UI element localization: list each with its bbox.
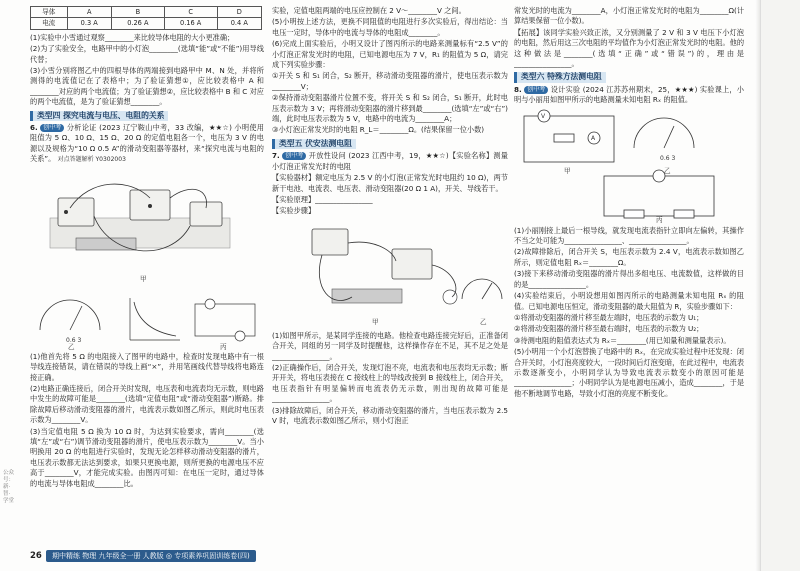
question-7-extension: 【拓展】该同学实验兴致正浓，又分别测量了 2 V 和 3 V 电压下小灯泡的电阻，然后用这三次电阻的平均值作为小灯泡正常发光时的电阻。他的这种做法是________(选填“正确”或“错误”)的，理由是________________。 — [514, 27, 744, 69]
question-8-step-1: ①将滑动变阻器的滑片移至最左端时，电压表的示数为 U₁； — [514, 312, 704, 322]
figure-label-yi: 乙 — [664, 166, 671, 175]
figure-circuit-diagrams — [514, 108, 744, 224]
circuit-equipment-illustration — [30, 168, 264, 288]
column-middle — [272, 6, 508, 546]
table-cell: 0.16 A — [164, 18, 217, 29]
section-heading-5: 类型五 伏安法测电阻 — [272, 139, 356, 149]
figure-label-jia: 甲 — [372, 317, 379, 326]
question-5-part-2: (2)为了实验安全，电路甲中的小灯泡________(选填“能”或“不能”)用导线代替； — [30, 44, 264, 64]
question-note: 对点答题解析 Y0302003 — [57, 156, 126, 164]
question-7-part-1: (1)如图甲所示，是某同学连接的电路。他检查电路连接完好后，正准备闭合开关，同组的另一同学及时提醒他，这样操作存在不足，其不足之处是________________。 — [272, 330, 508, 361]
question-7-stem: 开放性设问 (2023 江西中考，19，★★☆)【实验名称】测量小灯泡正常发光时的电阻 — [272, 151, 508, 171]
question-6-stem: 分析论证 (2023 辽宁鞍山中考，33 改编，★★☆) 小明使用阻值为 5 Ω、10 Ω、15 Ω、20 Ω 的定值电阻各一个，电压为 3 V 的电源以及规格为“10 Ω 0.5 A”的滑动变阻器等器材，来“探究电流与电阻的关系”。 — [30, 123, 264, 164]
question-6-part-4: 实验，定值电阻两端的电压应控制在 2 V～________V 之间。 — [272, 6, 466, 15]
question-6-part-1: (1)他首先将 5 Ω 的电阻接入了图甲的电路中，检查时发现电路中有一根导线连接错误，请在错误的导线上画“×”，并用笔画线代替导线将电路连接正确。 — [30, 351, 264, 382]
question-7-part-2: (2)正确操作后，闭合开关，发现灯泡不亮，电流表和电压表均无示数；断开开关，将电压表接在 C 接线柱上的导线改接到 B 接线柱上，闭合开关，电压表指针有明显偏转而电流表仍无示数，则出现的故障可能是________________。 — [272, 362, 508, 404]
figure-label-yi: 乙 — [68, 342, 75, 351]
question-8-stem: 设计实验 (2024 江苏苏州期末，25，★★★) 实验课上，小明与小丽用如图甲所示的电路测量未知电阻 Rₓ 的阻值。 — [514, 84, 744, 105]
question-5-part-1: (1)实验中小雪通过观察________来比较导体电阻的大小更准确； — [30, 32, 235, 42]
footer-banner: 期中精练 物理 九年级全一册 人教版 ◎ 专项素养巩固训练卷(四) — [46, 550, 256, 562]
current-table — [30, 6, 262, 30]
question-8-part-1: (1)小丽刚接上最后一根导线，就发现电流表指针立即向左偏转，其操作不当之处可能为________________、________________。 — [514, 225, 744, 246]
figure-circuit-photo — [30, 168, 264, 288]
column-left — [30, 6, 264, 546]
question-8-part-4: (4)实验结束后，小明设想用如图丙所示的电路测量未知电阻 Rₓ 的阻值。已知电源电压恒定，滑动变阻器的最大阻值为 R，实验步骤如下： — [514, 291, 744, 311]
question-8-part-5: (5)小明用一个小灯泡替换了电路中的 Rₓ，在完成实验过程中还发现：闭合开关时，小灯泡亮度较大，一段时间后灯泡变暗，在此过程中，电流表示数逐渐变小，小明同学认为导致电流表示数变小的原因可能是________________；小明同学认为是电源电压减小，造成________，于是他不断地调节电路，导致小灯泡的亮度不断变化。 — [514, 347, 744, 398]
table-header: D — [217, 7, 261, 18]
question-7-principle: 【实验原理】________________ — [272, 194, 373, 204]
figure-label-jia: 甲 — [140, 274, 147, 283]
question-7-part-3: (3)排除故障后，闭合开关，移动滑动变阻器的滑片，当电压表示数为 2.5 V 时，电流表示数如图乙所示，则小灯泡正 — [272, 405, 508, 425]
question-6-part-5: (5)小明按上述方法，更换不同阻值的电阻进行多次实验后，得出结论：当电压一定时，导体中的电流与导体的电阻成________。 — [272, 17, 508, 37]
question-7-equipment: 【实验器材】额定电压为 2.5 V 的小灯泡(正常发光时电阻约 10 Ω)，两节新干电池、电流表、电压表、滑动变阻器(20 Ω 1 A)，开关、导线若干。 — [272, 173, 508, 193]
table-header: 导体 — [31, 7, 68, 18]
blank-margin-strip — [760, 0, 800, 571]
table-cell: 0.4 A — [217, 18, 261, 29]
column-right — [514, 6, 744, 546]
question-6-part-3: (3)当定值电阻 5 Ω 换为 10 Ω 时，为达到实验要求，需向________(选填“左”或“右”)调节滑动变阻器的滑片，使电压表示数为________V。当小明换用 20 Ω 的电阻进行实验时，发现无论怎样移动滑动变阻器的滑片，电压表示数都无法达到要求，如果只更换电源，则所更换的电源电压不应高于________V，才能完成实验。由图丙可知：在电压一定时，通过导体的电流与导体电阻成________比。 — [30, 426, 264, 488]
table-cell: 0.3 A — [67, 18, 111, 29]
figure-meters-graph — [30, 290, 264, 350]
circuit-equipment-illustration — [272, 219, 508, 329]
question-6-step-3: ③小灯泡正常发光时的电阻 R_L＝________Ω。(结果保留一位小数) — [272, 125, 485, 135]
svg-text:V: V — [541, 112, 546, 120]
question-6-step-2: ②保持滑动变阻器滑片位置不变，将开关 S 和 S₂ 闭合，S₁ 断开，此时电压表示数为 3 V；再将滑动变阻器的滑片移到最________(选填“左”或“右”)端，此时电压表示数为 5 V，电路中的电流为________A； — [272, 93, 508, 124]
question-6-part-6: (6)完成上面实验后，小明又设计了图丙所示的电路来测量标有“2.5 V”的小灯泡正常发光时的电阻，已知电源电压为 7 V，R₁ 的阻值为 5 Ω，请完成下列实验步骤： — [272, 39, 508, 70]
question-7-steps-heading: 【实验步骤】 — [272, 206, 316, 216]
section-heading-4: 类型四 探究电流与电压、电阻的关系 — [30, 111, 168, 121]
question-8-step-3: ③待测电阻的阻值表达式为 Rₓ＝________(用已知量和测量量表示)。 — [514, 335, 731, 345]
table-row-label: 电流 — [31, 18, 68, 29]
question-8-step-2: ②将滑动变阻器的滑片移至最右端时，电压表的示数为 U₂； — [514, 324, 704, 334]
figure-circuit-photo-2 — [272, 219, 508, 329]
question-8-part-2: (2)故障排除后，闭合开关 S，电压表示数为 2.4 V，电流表示数如图乙所示，则定值电阻 Rₓ＝________Ω。 — [514, 247, 744, 267]
figure-label-bing: 丙 — [656, 215, 663, 224]
svg-text:0.6 3: 0.6 3 — [66, 336, 82, 344]
page-number: 26 — [30, 551, 42, 561]
circuit-schematics — [514, 108, 744, 224]
chuang-zhongkao-badge: 创中考 — [40, 124, 64, 132]
section-heading-6: 类型六 特殊方法测电阻 — [514, 72, 606, 82]
figure-label-jia: 甲 — [564, 166, 571, 175]
question-number: 6. — [30, 123, 38, 133]
question-number: 8. — [514, 84, 522, 94]
figure-label-bing: 丙 — [220, 342, 227, 351]
page-footer — [30, 549, 510, 563]
table-header: B — [111, 7, 164, 18]
svg-text:0.6 3: 0.6 3 — [660, 154, 676, 162]
edge-watermark: 公众号：新·智·学堂 — [3, 470, 15, 504]
question-6-part-2: (2)电路正确连接后，闭合开关时发现，电压表和电流表均无示数，则电路中发生的故障可能是________(选填“定值电阻”或“滑动变阻器”)断路。排除故障后移动滑动变阻器的滑片，电流表示数如图乙所示，则此时电压表示数为________V。 — [30, 383, 264, 425]
question-6-step-1: ①开关 S 和 S₁ 闭合，S₂ 断开，移动滑动变阻器的滑片，使电压表示数为________V； — [272, 71, 508, 91]
table-header: A — [67, 7, 111, 18]
figure-label-yi: 乙 — [480, 317, 487, 326]
table-cell: 0.26 A — [111, 18, 164, 29]
question-5-part-3: (3)小雪分别将图乙中的四根导体的两端接到电路甲中 M、N 处，并将所测得的电流值记在了表格中；为了验证猜想①，应比较表格中 A 和________对应的两个电流值；为了验证猜想②，应比较表格中 B 和 C 对应的两个电流值，是为了验证猜想________。 — [30, 66, 264, 107]
svg-text:A: A — [591, 134, 596, 142]
question-8-part-3: (3)接下来移动滑动变阻器的滑片得出多组电压、电流数值，这样做的目的是________________。 — [514, 269, 744, 289]
question-number: 7. — [272, 151, 280, 161]
question-7-part-3-cont: 常发光时的电流为________A，小灯泡正常发光时的电阻为________Ω(计算结果保留一位小数)。 — [514, 6, 744, 26]
meter-and-graph — [30, 290, 264, 350]
chuang-zhongkao-badge: 创中考 — [282, 152, 306, 160]
chuang-zhongkao-badge: 创中考 — [524, 86, 548, 94]
table-header: C — [164, 7, 217, 18]
